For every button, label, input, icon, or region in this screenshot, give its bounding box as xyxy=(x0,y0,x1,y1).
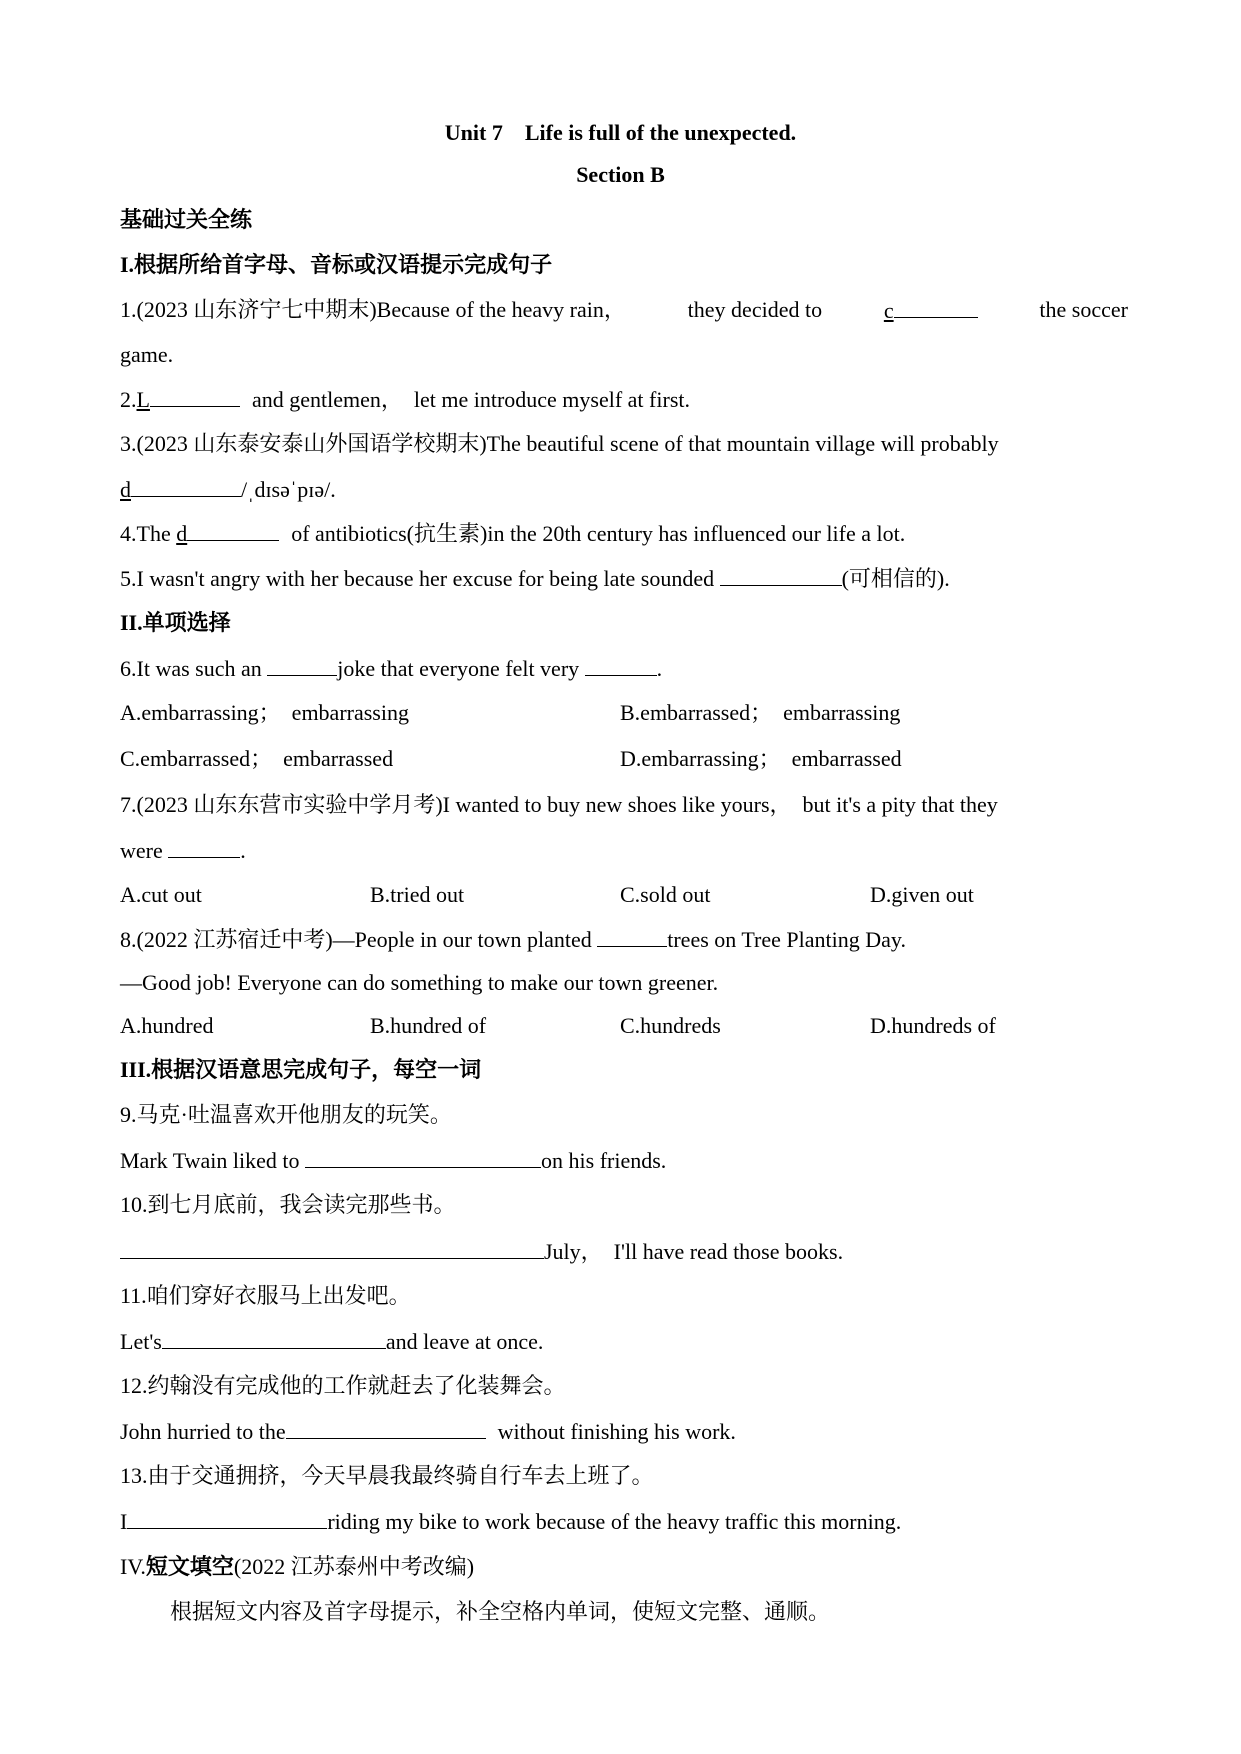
q4-letter: d xyxy=(176,521,188,546)
part4-heading-source: (2022 江苏泰州中考改编) xyxy=(233,1554,475,1579)
part2-heading: II.单项选择 xyxy=(120,610,231,635)
question-10-en xyxy=(120,1236,1128,1267)
q8-prefix: 8.(2022 江苏宿迁中考)—People in our town planted xyxy=(120,927,592,952)
q5-prefix: 5.I wasn't angry with her because her excuse for being late sounded xyxy=(120,566,715,591)
question-8-line1 xyxy=(120,924,1128,955)
q11-blank[interactable] xyxy=(162,1326,386,1349)
question-9-cn: 9.马克·吐温喜欢开他朋友的玩笑。 xyxy=(120,1102,452,1127)
q7-option-a[interactable]: A.cut out xyxy=(120,882,202,907)
q5-hint: (可相信的). xyxy=(841,566,950,591)
q11-rest: and leave at once. xyxy=(385,1329,544,1354)
question-8-line2: —Good job! Everyone can do something to make our town greener. xyxy=(120,970,719,995)
question-5 xyxy=(120,563,1128,594)
question-7-line1: 7.(2023 山东东营市实验中学月考)I wanted to buy new shoes like yours， but it's a pity that they xyxy=(120,792,998,817)
q4-answer-blank[interactable] xyxy=(176,521,279,546)
q3-phonetic: /ˌdɪsəˈpɪə/. xyxy=(241,477,336,502)
q6-blank-1[interactable] xyxy=(267,653,337,676)
q6-option-b[interactable]: B.embarrassed； embarrassing xyxy=(620,700,901,725)
q7-option-d[interactable]: D.given out xyxy=(870,882,974,907)
q1-prefix: 1.(2023 山东济宁七中期末)Because of the heavy rain， xyxy=(120,297,626,322)
q13-rest: riding my bike to work because of the heavy traffic this morning. xyxy=(327,1509,902,1534)
q13-blank[interactable] xyxy=(127,1506,327,1529)
question-2 xyxy=(120,384,1128,415)
q7-blank[interactable] xyxy=(168,835,240,858)
question-1-line2: game. xyxy=(120,342,174,367)
unit-title: Unit 7 Life is full of the unexpected. xyxy=(444,120,797,145)
q6-end: . xyxy=(656,656,663,681)
q12-blank[interactable] xyxy=(286,1416,486,1439)
question-3-line2 xyxy=(120,474,1128,505)
q6-mid: joke that everyone felt very xyxy=(337,656,580,681)
question-11-en xyxy=(120,1326,1128,1357)
q10-blank[interactable] xyxy=(120,1236,544,1259)
q6-option-a[interactable]: A.embarrassing； embarrassing xyxy=(120,700,409,725)
q1-answer-blank[interactable] xyxy=(884,295,978,326)
question-13-cn: 13.由于交通拥挤，今天早晨我最终骑自行车去上班了。 xyxy=(120,1463,654,1488)
q1-mid: they decided to xyxy=(687,297,823,322)
q8-option-d[interactable]: D.hundreds of xyxy=(870,1013,996,1038)
q6-blank-2[interactable] xyxy=(585,653,657,676)
q9-prefix: Mark Twain liked to xyxy=(120,1148,300,1173)
q13-prefix: I xyxy=(120,1509,128,1534)
q7-option-b[interactable]: B.tried out xyxy=(370,882,465,907)
q8-option-b[interactable]: B.hundred of xyxy=(370,1013,487,1038)
q10-rest: July， I'll have read those books. xyxy=(544,1239,844,1264)
q7-option-c[interactable]: C.sold out xyxy=(620,882,711,907)
q5-answer-blank[interactable] xyxy=(720,563,842,586)
section-title: Section B xyxy=(576,162,665,187)
q9-rest: on his friends. xyxy=(541,1148,667,1173)
part4-instruction: 根据短文内容及首字母提示，补全空格内单词，使短文完整、通顺。 xyxy=(170,1599,831,1624)
q2-rest: and gentlemen， let me introduce myself at first. xyxy=(251,387,690,412)
question-11-cn: 11.咱们穿好衣服马上出发吧。 xyxy=(120,1283,411,1308)
q2-answer-blank[interactable] xyxy=(137,387,240,412)
q3-answer-blank[interactable] xyxy=(120,477,241,502)
q8-option-a[interactable]: A.hundred xyxy=(120,1013,214,1038)
part4-heading-num: IV. xyxy=(120,1554,146,1579)
q6-option-c[interactable]: C.embarrassed； embarrassed xyxy=(120,746,394,771)
q12-prefix: John hurried to the xyxy=(120,1419,286,1444)
part4-heading-title: 短文填空 xyxy=(145,1554,234,1579)
q1-letter: c xyxy=(883,298,894,323)
question-10-cn: 10.到七月底前，我会读完那些书。 xyxy=(120,1192,456,1217)
question-12-en xyxy=(120,1416,1128,1447)
q2-letter: L xyxy=(136,387,150,412)
q6-prefix: 6.It was such an xyxy=(120,656,262,681)
question-6 xyxy=(120,653,1128,684)
q3-letter: d xyxy=(120,477,131,502)
question-12-cn: 12.约翰没有完成他的工作就赶去了化装舞会。 xyxy=(120,1373,566,1398)
q9-blank[interactable] xyxy=(305,1145,541,1168)
question-4 xyxy=(120,518,1128,549)
q4-rest: of antibiotics(抗生素)in the 20th century has influenced our life a lot. xyxy=(291,521,906,546)
part4-heading xyxy=(120,1552,1128,1582)
q8-rest: trees on Tree Planting Day. xyxy=(667,927,906,952)
q12-rest: without finishing his work. xyxy=(497,1419,736,1444)
question-3-line1: 3.(2023 山东泰安泰山外国语学校期末)The beautiful scene of that mountain village will probably xyxy=(120,431,999,456)
q8-blank[interactable] xyxy=(597,924,667,947)
q7-end: . xyxy=(240,838,246,863)
q1-end: the soccer xyxy=(1039,297,1128,322)
practice-heading: 基础过关全练 xyxy=(120,207,253,232)
question-9-en xyxy=(120,1145,1128,1176)
question-13-en xyxy=(120,1506,1128,1537)
part1-heading: I.根据所给首字母、音标或汉语提示完成句子 xyxy=(120,252,553,277)
question-7-line2 xyxy=(120,835,1128,866)
question-1-line1 xyxy=(120,295,1128,326)
q7-prefix: were xyxy=(120,838,163,863)
q2-num: 2. xyxy=(120,387,137,412)
q8-option-c[interactable]: C.hundreds xyxy=(620,1013,721,1038)
q6-option-d[interactable]: D.embarrassing； embarrassed xyxy=(620,746,902,771)
q4-prefix: 4.The xyxy=(120,521,171,546)
part3-heading: III.根据汉语意思完成句子，每空一词 xyxy=(120,1057,482,1082)
q11-prefix: Let's xyxy=(120,1329,162,1354)
